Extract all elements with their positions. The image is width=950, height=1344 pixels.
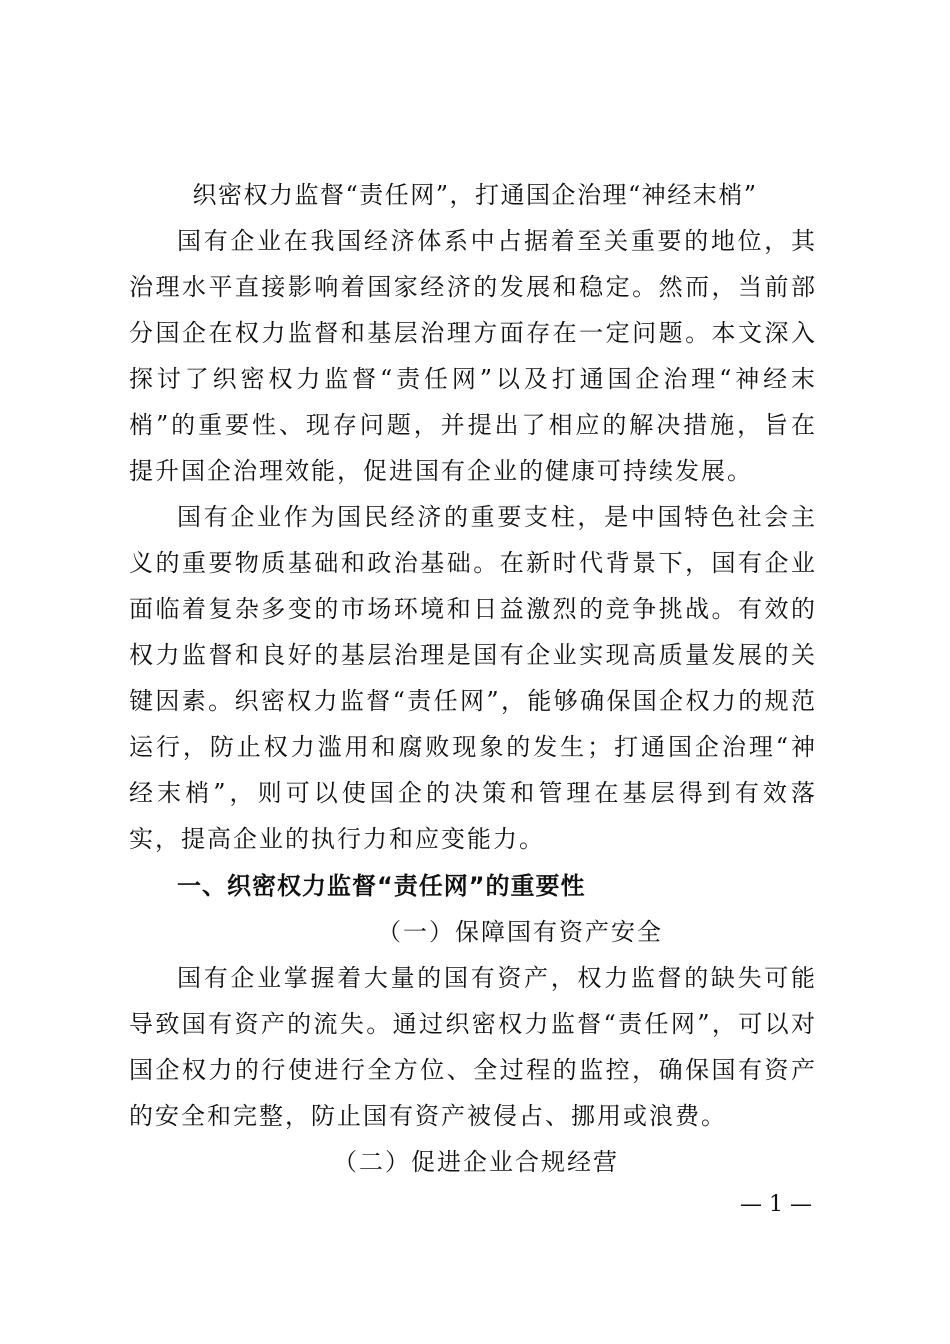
subsection-heading-1: （一）保障国有资产安全 [377,918,663,946]
paragraph-subsection-1: 国有企业掌握着大量的国有资产，权力监督的缺失可能导致国有资产的流失。通过织密权力监督“责任网”，可以对国企权力的行使进行全方位、全过程的监控，确保国有资产的安全和完整，防止国有资产被侵占、挪用或浪费。 [129,964,817,1130]
document-title: 织密权力监督“责任网”，打通国企治理“神经末梢” [192,181,758,209]
paragraph-introduction: 国有企业作为国民经济的重要支柱，是中国特色社会主义的重要物质基础和政治基础。在新时代背景下，国有企业面临着复杂多变的市场环境和日益激烈的竞争挑战。有效的权力监督和良好的基层治理是国有企业实现高质量发展的关键因素。织密权力监督“责任网”，能够确保国企权力的规范运行，防止权力滥用和腐败现象的发生；打通国企治理“神经末梢”，则可以使国企的决策和管理在基层得到有效落实，提高企业的执行力和应变能力。 [129,503,817,853]
page-number: — 1 — [740,1192,812,1217]
subsection-heading-2: （二）促进企业合规经营 [333,1148,619,1176]
paragraph-abstract: 国有企业在我国经济体系中占据着至关重要的地位，其治理水平直接影响着国家经济的发展和稳定。然而，当前部分国企在权力监督和基层治理方面存在一定问题。本文深入探讨了织密权力监督“责任网”以及打通国企治理“神经末梢”的重要性、现存问题，并提出了相应的解决措施，旨在提升国企治理效能，促进国有企业的健康可持续发展。 [129,227,817,485]
section-heading-1: 一、织密权力监督“责任网”的重要性 [177,872,586,900]
